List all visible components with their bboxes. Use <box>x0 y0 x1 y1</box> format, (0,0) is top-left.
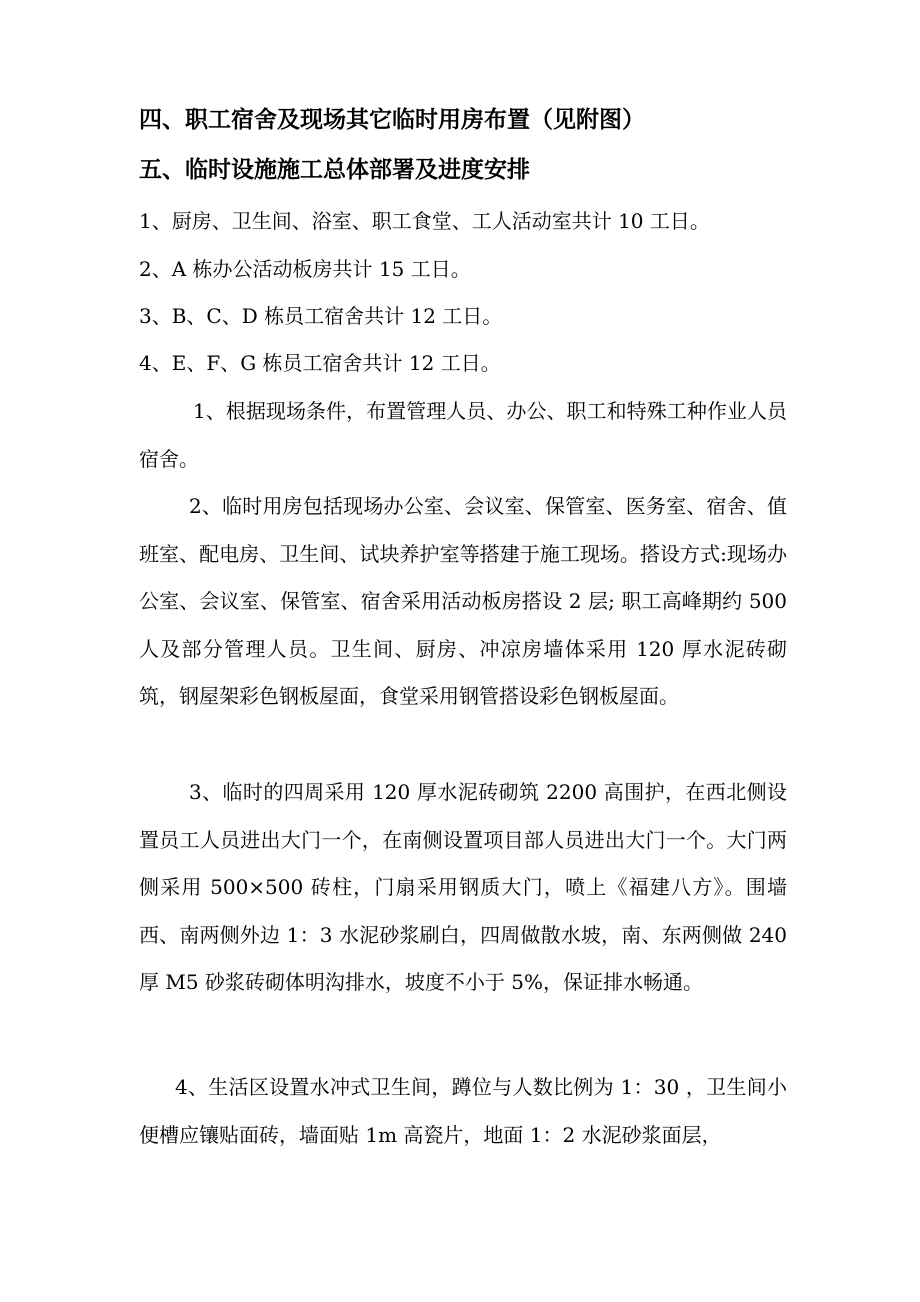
section-heading-5: 五、临时设施施工总体部署及进度安排 <box>139 156 530 183</box>
paragraph-4: 4、生活区设置水冲式卫生间，蹲位与人数比例为 1：30 ，卫生间小便槽应镶贴面砖，墙面贴 1m 高瓷片，地面 1：2 水泥砂浆面层， <box>139 1075 787 1147</box>
schedule-item-1: 1、厨房、卫生间、浴室、职工食堂、工人活动室共计 10 工日。 <box>139 209 710 233</box>
schedule-item-3: 3、B、C、D 栋员工宿舍共计 12 工日。 <box>139 304 503 328</box>
schedule-item-2: 2、A 栋办公活动板房共计 15 工日。 <box>139 257 471 281</box>
paragraph-1: 1、根据现场条件，布置管理人员、办公、职工和特殊工种作业人员宿舍。 <box>139 399 787 471</box>
paragraph-3: 3、临时的四周采用 120 厚水泥砖砌筑 2200 高围护，在西北侧设置员工人员进出大门一个，在南侧设置项目部人员进出大门一个。大门两侧采用 500×500 砖柱，门扇采用钢质大门，喷上《福建八方》。围墙西、南两侧外边 1：3 水泥砂浆刷白，四周做散水坡，南、东两侧做 240 厚 M5 砂浆砖砌体明沟排水，坡度不小于 5%，保证排水畅通。 <box>139 780 787 995</box>
schedule-item-4: 4、E、F、G 栋员工宿舍共计 12 工日。 <box>139 351 501 375</box>
paragraph-2: 2、临时用房包括现场办公室、会议室、保管室、医务室、宿舍、值班室、配电房、卫生间、试块养护室等搭建于施工现场。搭设方式:现场办公室、会议室、保管室、宿舍采用活动板房搭设 2 层; 职工高峰期约 500 人及部分管理人员。卫生间、厨房、冲凉房墙体采用 120 厚水泥砖砌筑，钢屋架彩色钢板屋面，食堂采用钢管搭设彩色钢板屋面。 <box>139 494 787 709</box>
section-heading-4: 四、职工宿舍及现场其它临时用房布置（见附图） <box>139 106 645 133</box>
